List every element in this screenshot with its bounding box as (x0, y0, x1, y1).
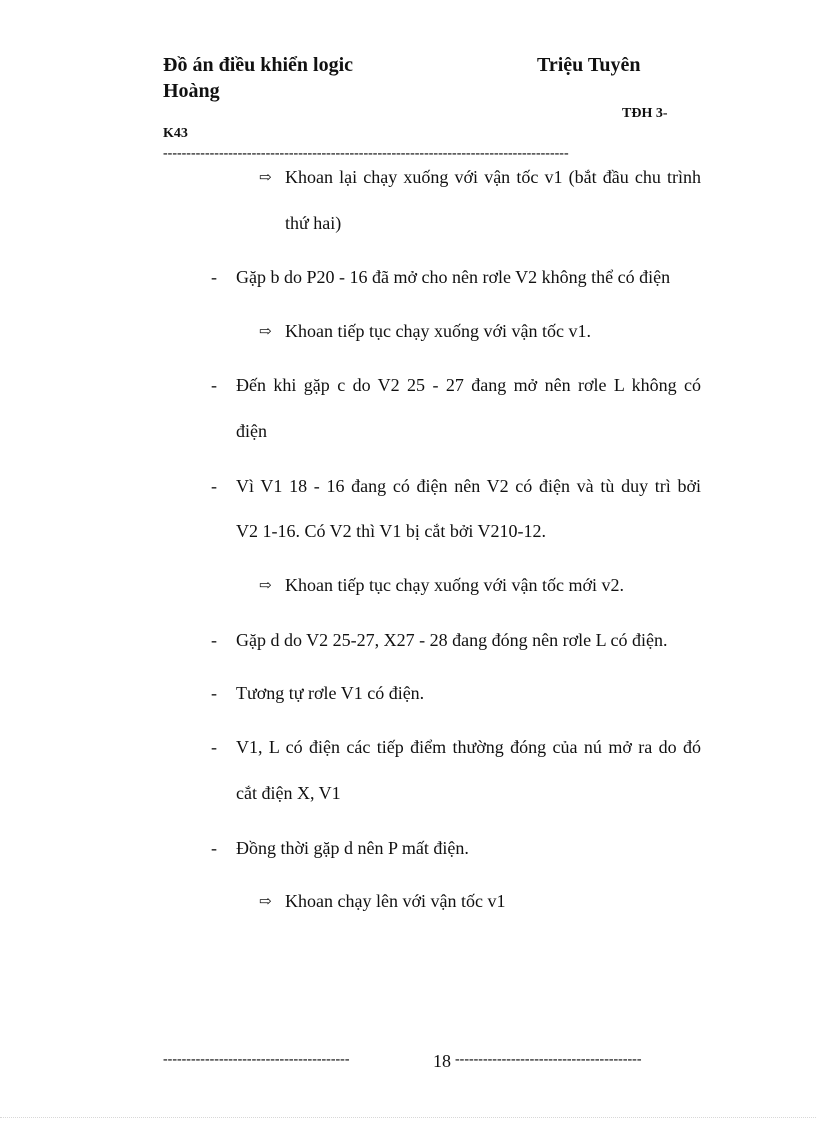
body-line: Khoan tiếp tục chạy xuống với vận tốc mới v2. (285, 575, 624, 595)
arrow-icon: ⇨ (259, 578, 272, 594)
class-code: TĐH 3- (622, 106, 668, 121)
header-rule: --------------------------------------------------------------------------------------- (163, 146, 569, 161)
body-line: cắt điện X, V1 (236, 783, 341, 803)
body-line: thứ hai) (285, 213, 342, 233)
body-line: Đồng thời gặp d nên P mất điện. (236, 838, 469, 858)
bullet-dash: - (211, 737, 217, 757)
body-line: Gặp b do P20 - 16 đã mở cho nên rơle V2 không thể có điện (236, 267, 671, 287)
footer-rule-right: ---------------------------------------- (455, 1052, 642, 1067)
arrow-icon: ⇨ (259, 170, 272, 186)
class-code-continued: K43 (163, 126, 188, 141)
bullet-dash: - (211, 267, 217, 287)
bullet-dash: - (211, 476, 217, 496)
arrow-icon: ⇨ (259, 324, 272, 340)
bullet-dash: - (211, 838, 217, 858)
bullet-dash: - (211, 375, 217, 395)
body-line: V1, L có điện các tiếp điểm thường đóng của nú mở ra do đó (236, 737, 701, 757)
author-name: Triệu Tuyên (537, 54, 641, 76)
body-line: Tương tự rơle V1 có điện. (236, 683, 425, 703)
bullet-dash: - (211, 683, 217, 703)
page-edge-dotted-line (0, 1117, 816, 1118)
arrow-icon: ⇨ (259, 894, 272, 910)
document-title: Đồ án điều khiển logic (163, 54, 354, 76)
body-line: Gặp d do V2 25-27, X27 - 28 đang đóng nên rơle L có điện. (236, 630, 668, 650)
body-line: Đến khi gặp c do V2 25 - 27 đang mở nên rơle L không có (236, 375, 701, 395)
footer-rule-left: ---------------------------------------- (163, 1052, 350, 1067)
page-number: 18 (433, 1051, 451, 1071)
body-line: V2 1-16. Có V2 thì V1 bị cắt bởi V210-12. (236, 521, 547, 541)
body-line: Khoan chạy lên với vận tốc v1 (285, 891, 506, 911)
bullet-dash: - (211, 630, 217, 650)
body-line: Khoan tiếp tục chạy xuống với vận tốc v1. (285, 321, 591, 341)
body-line: điện (236, 421, 267, 441)
author-name-continued: Hoàng (163, 80, 220, 102)
body-line: Vì V1 18 - 16 đang có điện nên V2 có điện và tù duy trì bởi (236, 476, 701, 496)
body-line: Khoan lại chạy xuống với vận tốc v1 (bắt đầu chu trình (285, 167, 701, 187)
